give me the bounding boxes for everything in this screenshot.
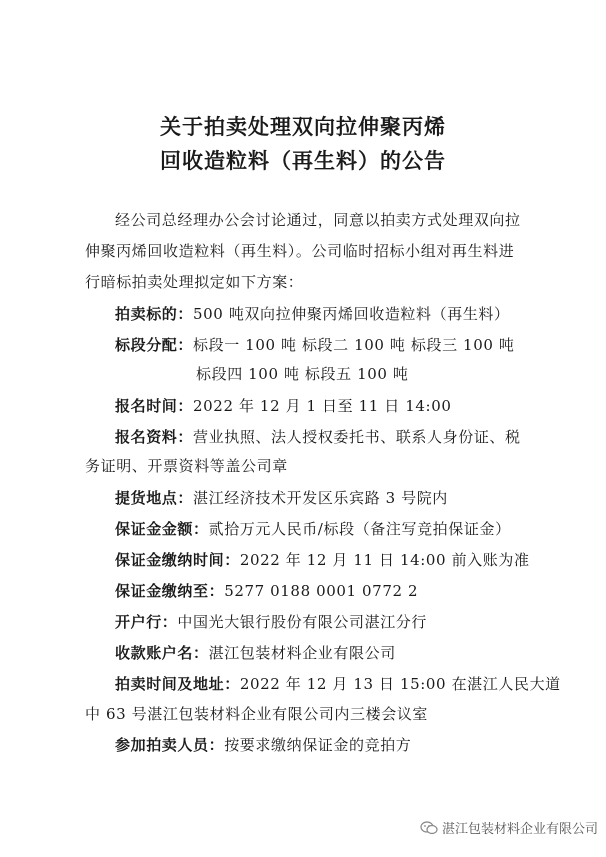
- auction-item-label: 拍卖标的：: [115, 305, 194, 323]
- title-line-2: 回收造粒料（再生料）的公告: [160, 148, 446, 173]
- deposit-amount-row: [115, 518, 511, 539]
- lots-value-1: 标段一 100 吨 标段二 100 吨 标段三 100 吨: [193, 336, 515, 354]
- deposit-amount-label: 保证金金额：: [115, 520, 209, 538]
- bank-row: [115, 611, 427, 632]
- delivery-label: 提货地点：: [115, 489, 194, 507]
- bank-label: 开户行：: [115, 613, 178, 631]
- auction-item-value: 500 吨双向拉伸聚丙烯回收造粒料（再生料）: [193, 305, 510, 323]
- deposit-time-label: 保证金缴纳时间：: [115, 551, 240, 569]
- auction-time-value: 2022 年 12 月 13 日 15:00 在湛江人民大道: [239, 675, 561, 693]
- deposit-account-label: 保证金缴纳至：: [115, 582, 225, 600]
- deposit-account-row: [115, 580, 418, 601]
- participants-label: 参加拍卖人员：: [115, 736, 225, 754]
- lots-row: [115, 334, 514, 355]
- reg-time-label: 报名时间：: [115, 397, 194, 415]
- payee-value: 湛江包装材料企业有限公司: [208, 644, 396, 662]
- lots-label: 标段分配：: [115, 336, 194, 354]
- intro-line-3: 行暗标拍卖处理拟定如下方案：: [85, 273, 304, 291]
- footer-source: 湛江包装材料企业有限公司: [441, 822, 598, 837]
- deposit-account-value: 5277 0188 0001 0772 2: [224, 582, 419, 600]
- payee-label: 收款账户名：: [115, 644, 209, 662]
- auction-time-row: [115, 673, 561, 694]
- wechat-icon: [420, 821, 438, 835]
- deposit-time-value: 2022 年 12 月 11 日 14:00 前入账为准: [239, 551, 530, 569]
- participants-row: [115, 734, 411, 755]
- intro-line-2: 伸聚丙烯回收造粒料（再生料）。公司临时招标小组对再生料进: [85, 242, 515, 260]
- deposit-amount-value: 贰拾万元人民币/标段（备注写竞拍保证金）: [208, 520, 511, 538]
- lots-value-2: 标段四 100 吨 标段五 100 吨: [196, 365, 409, 383]
- reg-docs-value-2: 务证明、开票资料等盖公司章: [85, 457, 288, 475]
- title-line-1: 关于拍卖处理双向拉伸聚丙烯: [160, 114, 446, 139]
- reg-time-value: 2022 年 12 月 1 日至 11 日 14:00: [193, 397, 452, 415]
- deposit-time-row: [115, 549, 530, 570]
- intro-line-1: 经公司总经理办公会讨论通过，同意以拍卖方式处理双向拉: [115, 211, 521, 229]
- payee-row: [115, 642, 396, 663]
- auction-item-row: [115, 303, 510, 324]
- participants-value: 按要求缴纳保证金的竞拍方: [224, 736, 412, 754]
- auction-time-label: 拍卖时间及地址：: [115, 675, 240, 693]
- bank-value: 中国光大银行股份有限公司湛江分行: [177, 613, 428, 631]
- delivery-row: [115, 487, 448, 508]
- reg-time-row: [115, 395, 451, 416]
- delivery-value: 湛江经济技术开发区乐宾路 3 号院内: [193, 489, 448, 507]
- reg-docs-value: 营业执照、法人授权委托书、联系人身份证、税: [193, 428, 521, 446]
- auction-time-value-2: 中 63 号湛江包装材料企业有限公司内三楼会议室: [85, 705, 429, 723]
- footer-watermark: [420, 818, 598, 837]
- reg-docs-row: [115, 426, 521, 447]
- reg-docs-label: 报名资料：: [115, 428, 194, 446]
